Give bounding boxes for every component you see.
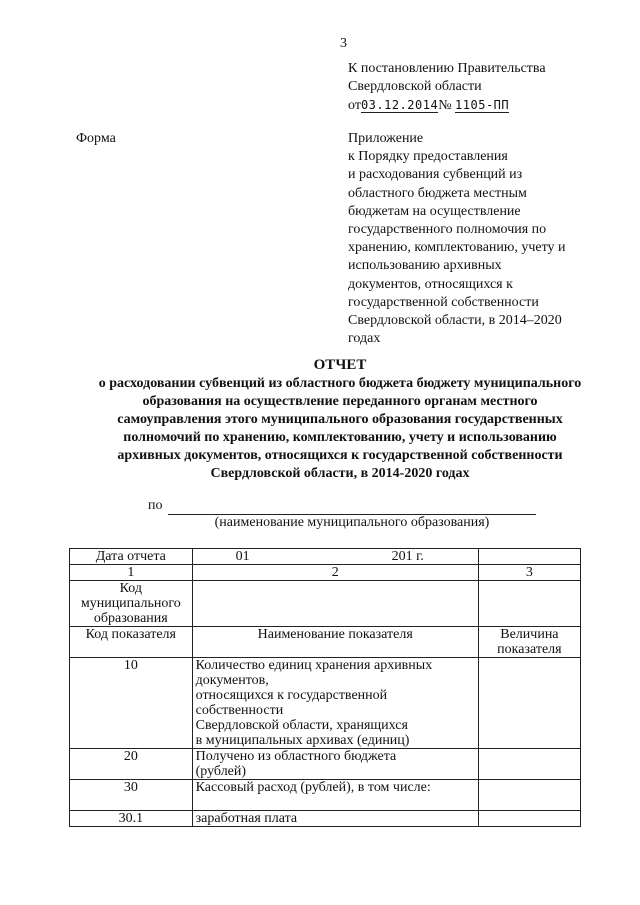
appendix-line: и расходования субвенций из [348, 167, 523, 183]
report-subtitle-line: о расходовании субвенций из областного бюджета бюджету муниципального [98, 376, 582, 391]
page-number: 3 [340, 36, 347, 51]
date-year: 201 г. [391, 549, 424, 564]
header-date-line [348, 96, 546, 115]
report-subtitle-line: образования на осуществление переданного органам местного [142, 394, 538, 409]
appendix-line: к Порядку предоставления [348, 149, 508, 165]
report-table [69, 548, 581, 827]
date-empty-cell [478, 549, 580, 565]
row-name [192, 749, 478, 780]
row-name-line: (рублей) [195, 764, 247, 779]
row-value[interactable] [478, 811, 580, 827]
report-title-block [60, 356, 620, 483]
row-name [192, 780, 478, 811]
row-code: 10 [70, 658, 193, 749]
table-header-row [70, 627, 581, 658]
appendix-line: годах [348, 331, 381, 347]
row-name-line: документов, [195, 673, 269, 688]
col-number-2: 2 [192, 565, 478, 581]
municipality-name-caption: (наименование муниципального образования) [214, 515, 490, 530]
row-value[interactable] [478, 658, 580, 749]
row-name [192, 811, 478, 827]
report-subtitle-line: Свердловской области, в 2014-2020 годах [210, 466, 470, 481]
row-name-line: Количество единиц хранения архивных [195, 658, 433, 673]
report-subtitle-line: архивных документов, относящихся к государственной собственности [117, 448, 563, 463]
municipal-code-empty[interactable] [478, 581, 580, 627]
header-name: Наименование показателя [192, 627, 478, 658]
appendix-line: бюджетам на осуществление [348, 203, 521, 219]
row-name-line: Свердловской области, хранящихся [195, 718, 408, 733]
appendix-block [348, 130, 566, 348]
appendix-line: государственного полномочия по [348, 222, 547, 238]
header-number: 1105-ПП [455, 98, 510, 112]
header-code: Код показателя [70, 627, 193, 658]
report-subtitle-line: полномочий по хранению, комплектованию, учету и использованию [123, 430, 557, 445]
date-label-cell: Дата отчета [70, 549, 193, 565]
resolution-header [348, 60, 546, 115]
report-subtitle-line: самоуправления этого муниципального образования государственных [117, 412, 563, 427]
appendix-line: Свердловской области, в 2014–2020 [348, 313, 562, 329]
header-value: Величина показателя [478, 627, 580, 658]
appendix-line: государственной собственности [348, 294, 539, 310]
date-day: 01 [235, 549, 250, 564]
header-line-2: Свердловской области [348, 79, 482, 94]
form-label: Форма [76, 131, 116, 146]
table-row [70, 658, 581, 749]
appendix-line: областного бюджета местным [348, 185, 527, 201]
row-value[interactable] [478, 780, 580, 811]
appendix-line: хранению, комплектованию, учету и [348, 240, 566, 256]
row-code: 30 [70, 780, 193, 811]
row-code: 20 [70, 749, 193, 780]
po-label: по [148, 498, 163, 513]
appendix-line: документов, относящихся к [348, 276, 513, 292]
header-line-1: К постановлению Правительства [348, 61, 546, 76]
row-name-line: заработная плата [195, 811, 298, 826]
table-row [70, 581, 581, 627]
col-number-3: 3 [478, 565, 580, 581]
row-name-line: Кассовый расход (рублей), в том числе: [195, 780, 431, 795]
table-row [70, 811, 581, 827]
table-row [70, 780, 581, 811]
table-row [70, 549, 581, 565]
header-from-label: от [348, 98, 361, 113]
row-code: 30.1 [70, 811, 193, 827]
table-row [70, 565, 581, 581]
row-value[interactable] [478, 749, 580, 780]
header-date: 03.12.2014 [360, 98, 439, 112]
row-name-line: относящихся к государственной [195, 688, 388, 703]
row-name-line: Получено из областного бюджета [195, 749, 397, 764]
report-title: ОТЧЕТ [313, 357, 367, 373]
row-name-line: в муниципальных архивах (единиц) [195, 733, 410, 748]
row-name [192, 658, 478, 749]
table-row [70, 749, 581, 780]
date-value-cell[interactable] [192, 549, 478, 565]
header-number-label: № [438, 98, 452, 113]
municipal-code-label: Код муниципального образования [70, 581, 193, 627]
municipal-code-value[interactable] [192, 581, 478, 627]
col-number-1: 1 [70, 565, 193, 581]
appendix-line: использованию архивных [348, 258, 502, 274]
appendix-line: Приложение [348, 131, 424, 146]
row-name-line: собственности [195, 703, 284, 718]
